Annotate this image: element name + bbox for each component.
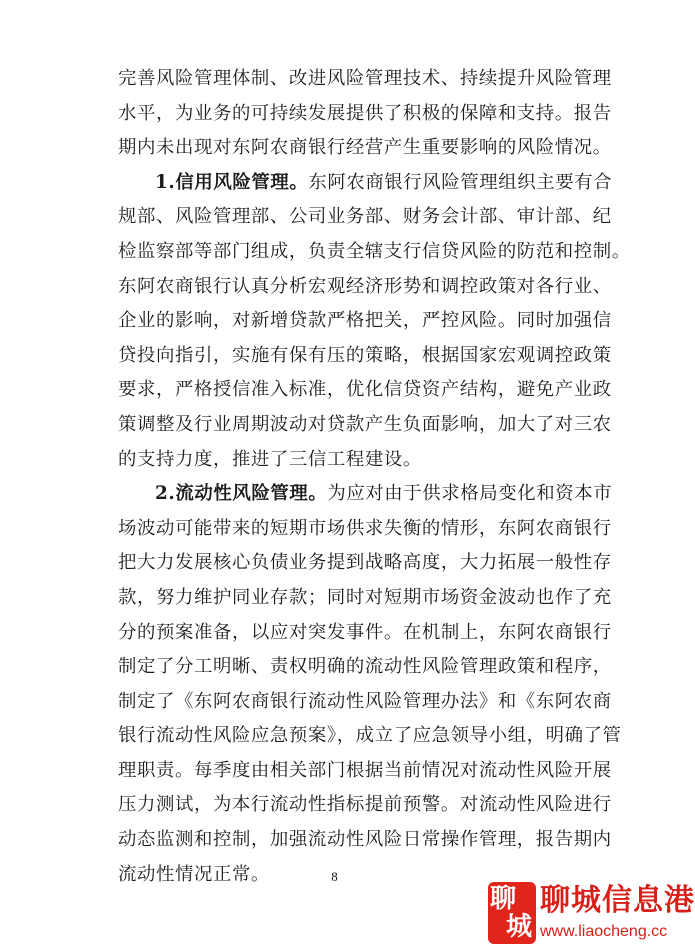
paragraph-line: 检监察部等部门组成，负责全辖支行信贷风险的防范和控制。 — [118, 240, 631, 262]
watermark-badge-char: 城 — [506, 912, 533, 942]
section-heading-credit-risk: 1.信用风险管理。 — [155, 171, 309, 193]
paragraph-line: 动态监测和控制，加强流动性风险日常操作管理，报告期内 — [118, 829, 612, 851]
paragraph-line: 把大力发展核心负债业务提到战略高度，大力拓展一般性存 — [118, 552, 612, 574]
watermark-url: www.liaocheng.cc — [540, 923, 668, 940]
paragraph-line: 理职责。每季度由相关部门根据当前情况对流动性风险开展 — [118, 759, 612, 781]
paragraph-line: 分的预案准备，以应对突发事件。在机制上，东阿农商银行 — [118, 621, 612, 643]
paragraph-line: 贷投向指引，实施有保有压的策略，根据国家宏观调控政策 — [118, 344, 612, 366]
paragraph-line: 流动性情况正常。 — [118, 863, 270, 885]
section-heading-liquidity-risk: 2.流动性风险管理。 — [155, 483, 328, 505]
paragraph-line: 水平，为业务的可持续发展提供了积极的保障和支持。报告 — [118, 102, 612, 124]
paragraph-line: 款，努力维护同业存款；同时对短期市场资金波动也作了充 — [118, 586, 612, 608]
paragraph-line: 的支持力度，推进了三信工程建设。 — [118, 448, 422, 470]
paragraph-line: 银行流动性风险应急预案》，成立了应急领导小组，明确了管 — [118, 725, 622, 747]
paragraph-line: 制定了分工明晰、责权明确的流动性风险管理政策和程序， — [118, 656, 612, 678]
paragraph-text: 为应对由于供求格局变化和资本市 — [327, 483, 613, 505]
paragraph-line: 企业的影响，对新增贷款严格把关，严控风险。同时加强信 — [118, 310, 612, 332]
paragraph-line: 完善风险管理体制、改进风险管理技术、持续提升风险管理 — [118, 68, 612, 89]
paragraph-line: 期内未出现对东阿农商银行经营产生重要影响的风险情况。 — [118, 137, 612, 159]
paragraph-line: 制定了《东阿农商银行流动性风险管理办法》和《东阿农商 — [118, 690, 612, 712]
paragraph-line: 东阿农商银行认真分析宏观经济形势和调控政策对各行业、 — [118, 275, 612, 297]
site-watermark — [488, 880, 695, 946]
section-credit-risk-first-line — [118, 166, 613, 201]
paragraph-line: 规部、风险管理部、公司业务部、财务会计部、审计部、纪 — [118, 206, 612, 228]
watermark-logo-badge — [488, 882, 536, 944]
watermark-badge-char: 聊 — [490, 884, 517, 914]
watermark-brand: 聊城信息港 — [540, 883, 695, 918]
paragraph-line: 场波动可能带来的短期市场供求失衡的情形，东阿农商银行 — [118, 517, 612, 539]
section-liquidity-risk-first-line — [118, 477, 613, 512]
paragraph-line: 压力测试，为本行流动性指标提前预警。对流动性风险进行 — [118, 794, 612, 816]
paragraph-text: 东阿农商银行风险管理组织主要有合 — [308, 171, 613, 193]
body-text — [118, 62, 631, 892]
paragraph-line: 要求，严格授信准入标准，优化信贷资产结构，避免产业政 — [118, 379, 612, 401]
paragraph-line: 策调整及行业周期波动对贷款产生负面影响，加大了对三农 — [118, 413, 612, 435]
page-number: 8 — [331, 869, 338, 884]
